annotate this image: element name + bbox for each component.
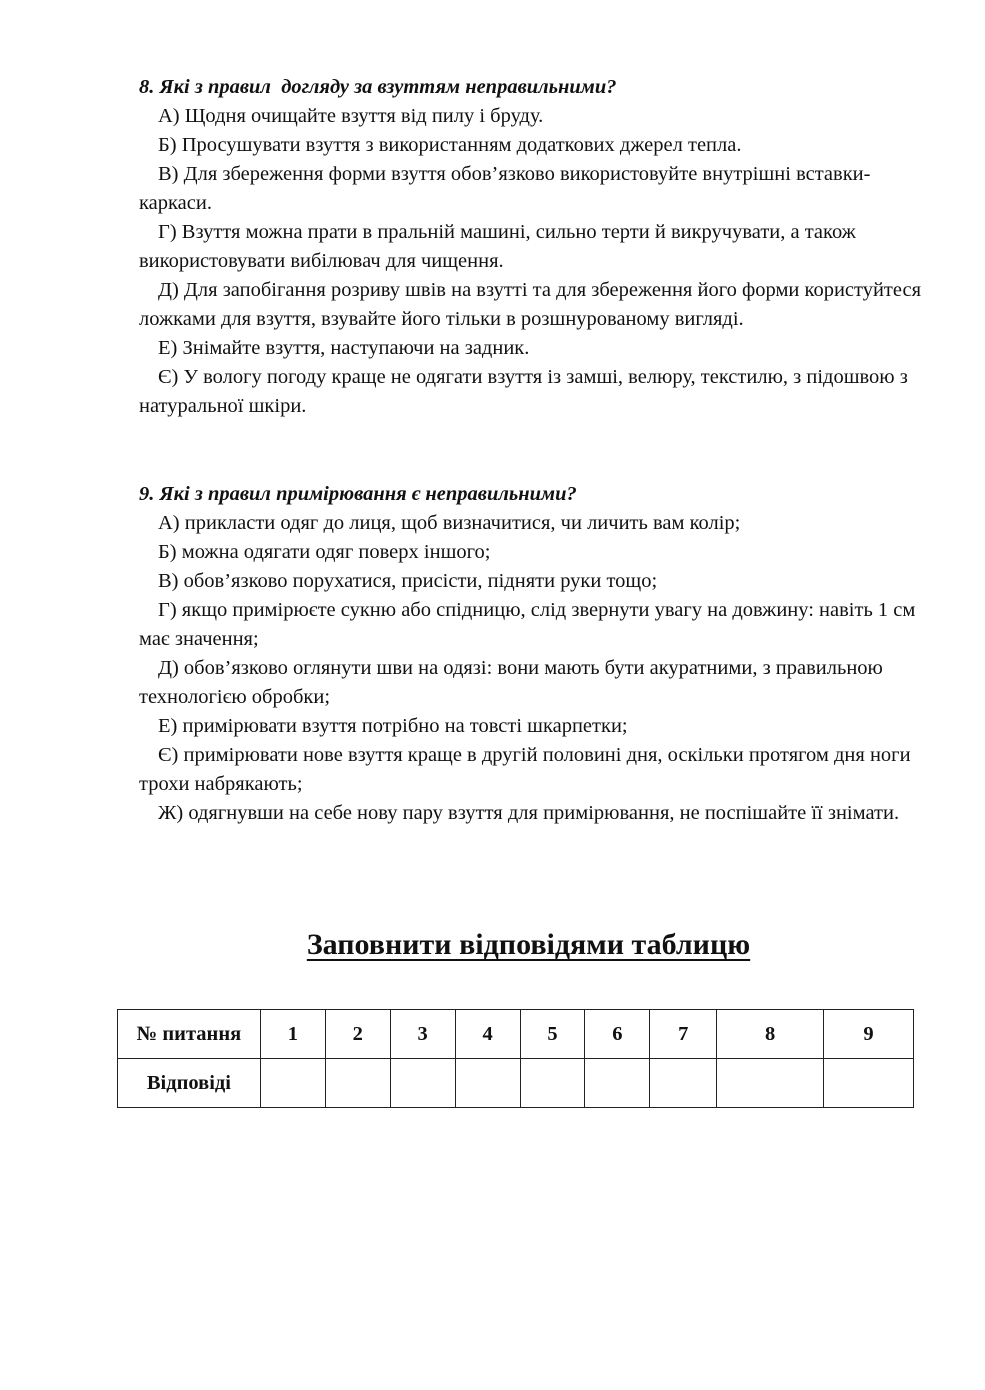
question-9-option-h: Г) якщо примірюєте сукню або спідницю, слід звернути увагу на довжину: навіть 1 см має значення; — [139, 599, 916, 650]
question-8-option-h: Г) Взуття можна прати в пральній машині, сильно терти й викручувати, а також використовувати вибілювач для чищення. — [139, 221, 856, 272]
question-number-label: № питання — [118, 1010, 261, 1059]
column-header-4: 4 — [455, 1010, 520, 1059]
answer-cell-3[interactable] — [390, 1059, 455, 1108]
question-9-option-ye: Є) примірювати нове взуття краще в другій половині дня, оскільки протягом дня ноги трохи набрякають; — [139, 744, 911, 795]
question-9-option-zh: Ж) одягнувши на себе нову пару взуття для примірювання, не поспішайте її знімати. — [158, 802, 900, 824]
column-header-2: 2 — [325, 1010, 390, 1059]
question-8-option-b: Б) Просушувати взуття з використанням додаткових джерел тепла. — [158, 134, 742, 156]
answers-label: Відповіді — [118, 1059, 261, 1108]
answer-cell-7[interactable] — [650, 1059, 717, 1108]
question-9-option-d: Д) обов’язково оглянути шви на одязі: вони мають бути акуратними, з правильною технологією обробки; — [139, 657, 883, 708]
answer-cell-2[interactable] — [325, 1059, 390, 1108]
answer-cell-8[interactable] — [717, 1059, 824, 1108]
column-header-3: 3 — [390, 1010, 455, 1059]
column-header-7: 7 — [650, 1010, 717, 1059]
question-9-option-v: В) обов’язково порухатися, присісти, підняти руки тощо; — [158, 570, 658, 592]
question-8-option-d: Д) Для запобігання розриву швів на взутті та для збереження його форми користуйтеся ложками для взуття, взувайте його тільки в розшнурованому вигляді. — [139, 279, 922, 330]
question-8-title: 8. Які з правил догляду за взуттям неправильними? — [139, 76, 617, 98]
question-8-option-a: А) Щодня очищайте взуття від пилу і бруду. — [158, 105, 544, 127]
column-header-1: 1 — [260, 1010, 325, 1059]
question-9 — [139, 480, 929, 828]
column-header-5: 5 — [520, 1010, 585, 1059]
answer-table-heading: Заповнити відповідями таблицю — [306, 928, 751, 961]
answer-cell-4[interactable] — [455, 1059, 520, 1108]
question-9-title: 9. Які з правил примірювання є неправильними? — [139, 483, 577, 505]
column-header-8: 8 — [717, 1010, 824, 1059]
answer-table-answers-row — [118, 1059, 914, 1108]
question-8 — [139, 73, 929, 421]
question-9-option-b: Б) можна одягати одяг поверх іншого; — [158, 541, 491, 563]
column-header-9: 9 — [824, 1010, 914, 1059]
question-8-option-ye: Є) У вологу погоду краще не одягати взуття із замші, велюру, текстилю, з підошвою з натуральної шкіри. — [139, 366, 908, 417]
answer-table — [117, 1009, 914, 1108]
question-8-option-e: Е) Знімайте взуття, наступаючи на задник. — [158, 337, 530, 359]
question-9-option-e: Е) примірювати взуття потрібно на товсті шкарпетки; — [158, 715, 628, 737]
answer-cell-9[interactable] — [824, 1059, 914, 1108]
question-9-option-a: А) прикласти одяг до лиця, щоб визначитися, чи личить вам колір; — [158, 512, 741, 534]
answer-cell-1[interactable] — [260, 1059, 325, 1108]
answer-cell-5[interactable] — [520, 1059, 585, 1108]
answer-cell-6[interactable] — [585, 1059, 650, 1108]
column-header-6: 6 — [585, 1010, 650, 1059]
question-8-option-v: В) Для збереження форми взуття обов’язково використовуйте внутрішні вставки-каркаси. — [139, 163, 871, 214]
answer-table-header-row — [118, 1010, 914, 1059]
